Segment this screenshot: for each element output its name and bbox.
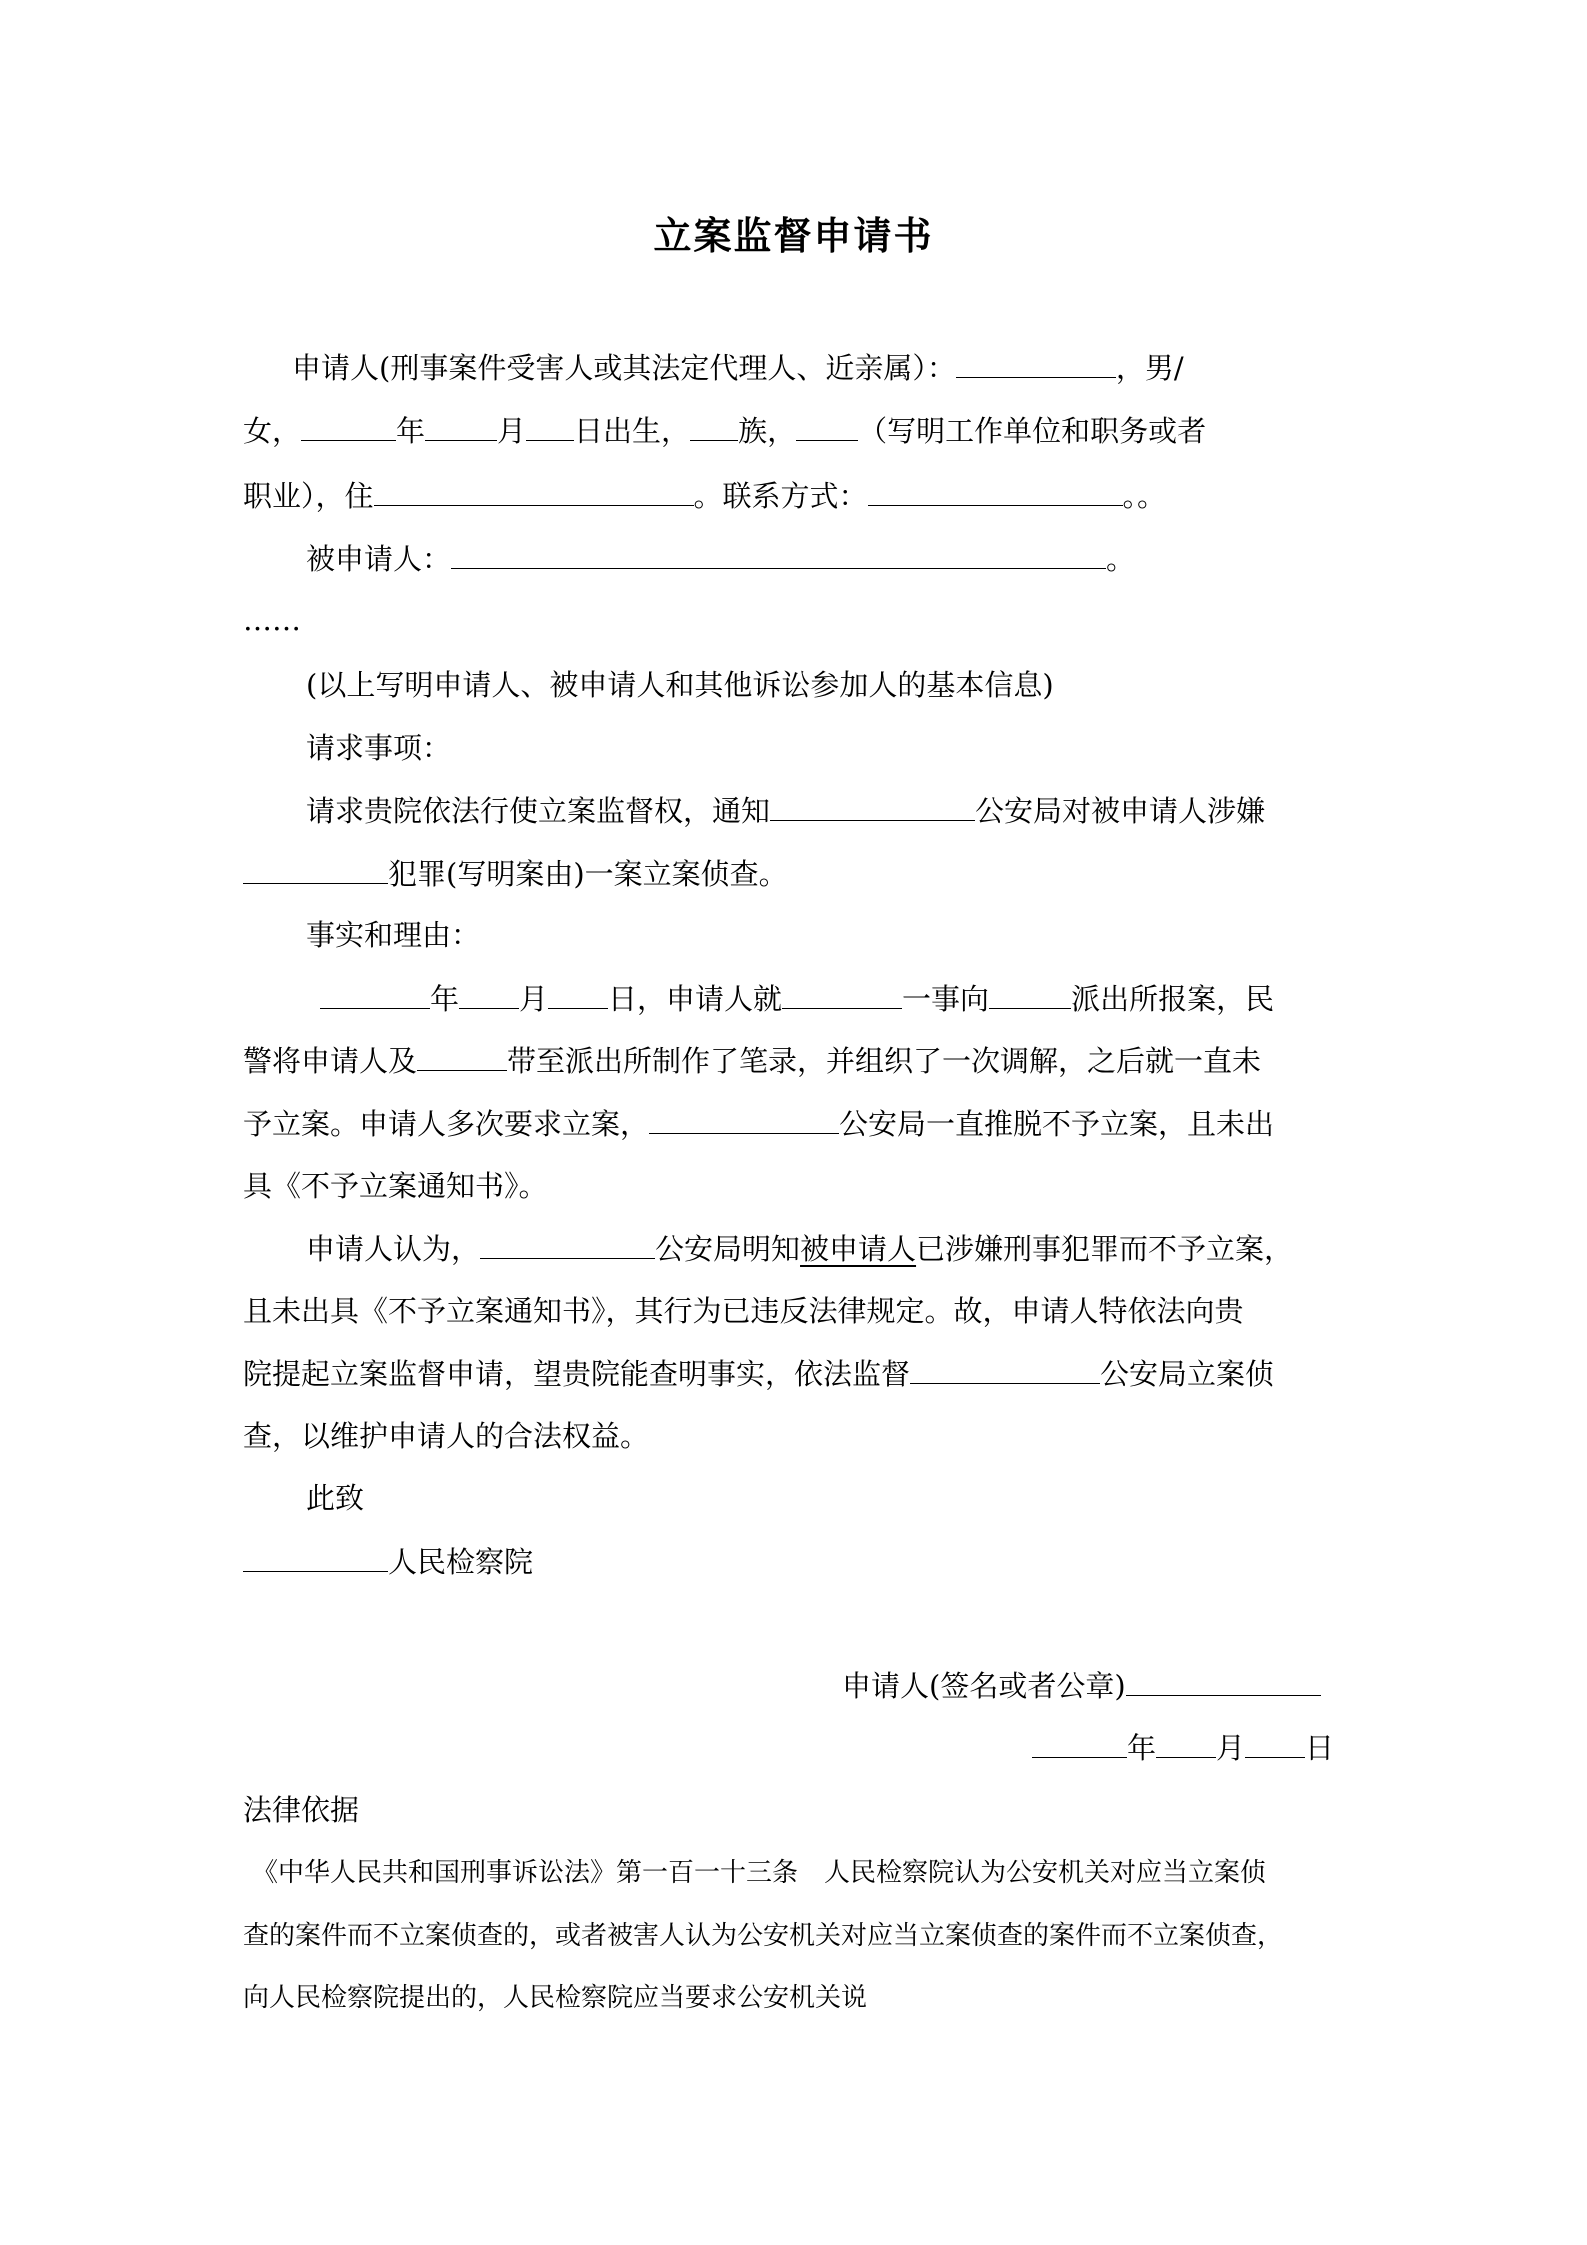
facts-heading: 事实和理由： xyxy=(306,918,481,952)
info-note: (以上写明申请人、被申请人和其他诉讼参加人的基本信息) xyxy=(306,668,1054,702)
matter-blank[interactable] xyxy=(782,978,902,1009)
accompanied-blank[interactable] xyxy=(417,1040,507,1071)
police-bureau-blank-3[interactable] xyxy=(480,1228,655,1259)
birth-month-blank[interactable] xyxy=(425,410,497,441)
address-blank[interactable] xyxy=(374,475,694,506)
facts-line-1: 年 月 日，申请人就 一事向 派出所报案，民 xyxy=(320,978,1274,1019)
applicant-line-2: 女， 年 月 日出生， 族， （写明工作单位和职务或者 xyxy=(243,410,1206,451)
police-bureau-blank-1[interactable] xyxy=(770,790,975,821)
sign-year-blank[interactable] xyxy=(1032,1727,1127,1758)
police-bureau-blank-4[interactable] xyxy=(910,1353,1100,1384)
facts-p2-line-2: 且未出具《不予立案通知书》，其行为已违反法律规定。故，申请人特依法向贵 xyxy=(243,1294,1244,1328)
procuratorate-blank[interactable] xyxy=(243,1541,388,1572)
facts-p2-line-4: 查，以维护申请人的合法权益。 xyxy=(243,1419,650,1453)
report-day-blank[interactable] xyxy=(548,978,608,1009)
facts-line-3: 予立案。申请人多次要求立案， 公安局一直推脱不予立案，且未出 xyxy=(243,1103,1274,1144)
respondent-blank[interactable] xyxy=(451,538,1106,569)
legal-basis-line-1: 《中华人民共和国刑事诉讼法》第一百一十三条 人民检察院认为公安机关对应当立案侦 xyxy=(252,1858,1267,1888)
signature-line: 申请人(签名或者公章) xyxy=(842,1665,1321,1706)
signature-blank[interactable] xyxy=(1126,1665,1321,1696)
document-title: 立案监督申请书 xyxy=(653,213,934,258)
birth-day-blank[interactable] xyxy=(526,410,574,441)
ellipsis: …… xyxy=(243,603,301,637)
request-line-1: 请求贵院依法行使立案监督权，通知 公安局对被申请人涉嫌 xyxy=(306,790,1265,831)
respondent-line: 被申请人： 。 xyxy=(306,538,1135,579)
workplace-blank[interactable] xyxy=(796,410,858,441)
facts-p2-line-1: 申请人认为， 公安局明知被申请人已涉嫌刑事犯罪而不予立案， xyxy=(306,1228,1293,1269)
report-month-blank[interactable] xyxy=(459,978,519,1009)
station-blank[interactable] xyxy=(989,978,1071,1009)
recipient-line: 人民检察院 xyxy=(243,1541,533,1582)
legal-basis-line-2: 查的案件而不立案侦查的，或者被害人认为公安机关对应当立案侦查的案件而不立案侦查， xyxy=(243,1921,1284,1951)
facts-p2-line-3: 院提起立案监督申请，望贵院能查明事实，依法监督 公安局立案侦 xyxy=(243,1353,1274,1394)
legal-basis-line-3: 向人民检察院提出的，人民检察院应当要求公安机关说 xyxy=(243,1983,868,2013)
sign-day-blank[interactable] xyxy=(1245,1727,1305,1758)
ethnicity-blank[interactable] xyxy=(690,410,738,441)
birth-year-blank[interactable] xyxy=(301,410,396,441)
police-bureau-blank-2[interactable] xyxy=(649,1103,839,1134)
report-year-blank[interactable] xyxy=(320,978,430,1009)
signature-date-line: 年 月 日 xyxy=(1032,1727,1334,1768)
facts-line-4: 具《不予立案通知书》。 xyxy=(243,1169,548,1203)
legal-basis-heading: 法律依据 xyxy=(243,1793,360,1827)
salutation: 此致 xyxy=(306,1481,365,1515)
underlined-respondent: 被申请人 xyxy=(800,1232,917,1266)
contact-blank[interactable] xyxy=(868,475,1123,506)
sign-month-blank[interactable] xyxy=(1156,1727,1216,1758)
applicant-line-1: 申请人(刑事案件受害人或其法定代理人、近亲属）： ，男/ xyxy=(292,347,1184,388)
crime-blank[interactable] xyxy=(243,853,388,884)
facts-line-2: 警将申请人及 带至派出所制作了笔录，并组织了一次调解，之后就一直未 xyxy=(243,1040,1261,1081)
request-heading: 请求事项： xyxy=(306,731,452,765)
applicant-name-blank[interactable] xyxy=(956,347,1116,378)
applicant-line-3: 职业），住 。联系方式： 。。 xyxy=(243,475,1166,516)
request-line-2: 犯罪(写明案由)一案立案侦查。 xyxy=(243,853,788,894)
